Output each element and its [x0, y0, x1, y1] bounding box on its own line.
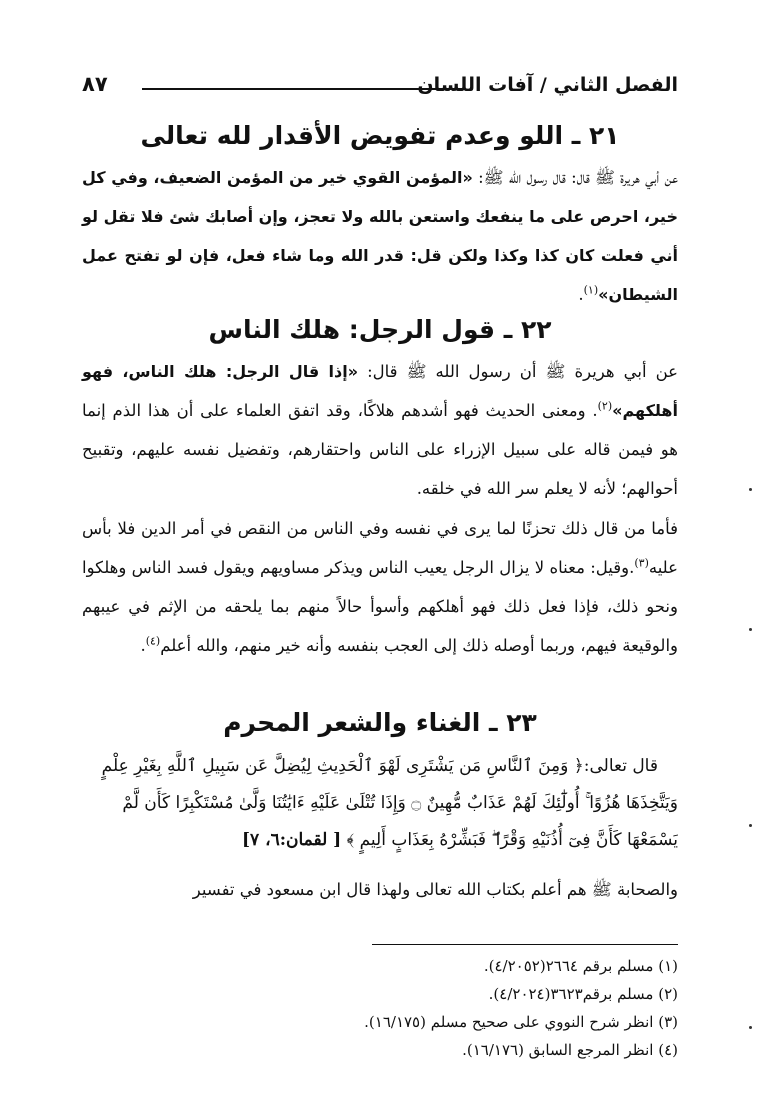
margin-mark	[749, 488, 752, 491]
hadith-quote: «المؤمن القوي خير من المؤمن الضعيف، وفي كل خير، احرص على ما ينفعك واستعن بالله ولا تعجز، وإن أصابك شئ فلا تقل لو أني فعلت كان كذا وكذا ولكن قل: قدر الله وما شاء فعل، فإن لو تفتح عمل الشيطان»	[82, 168, 678, 304]
hadith-intro: عن أبي هريرة ﷺ قال: قال رسول الله ﷺ:	[472, 168, 678, 187]
footnotes	[300, 952, 678, 1064]
section-21-paragraph	[82, 158, 678, 314]
footnote-ref-2: (٢)	[597, 399, 613, 413]
footnote-ref-1: (١)	[583, 283, 599, 297]
paragraph-text: . ومعنى الحديث فهو أشدهم هلاكًا، وقد اتفق العلماء على أن هذا الذم إنما هو فيمن قاله على سبيل الإزراء على الناس واحتقارهم، وتفضيل نفسه عليهم، وتقبيح أحوالهم؛ لأنه لا يعلم سر الله في خلقه.	[82, 401, 678, 498]
section-21-heading: ٢١ ـ اللو وعدم تفويض الأقدار لله تعالى	[140, 121, 620, 150]
margin-mark	[749, 824, 752, 827]
page-header	[82, 68, 678, 108]
footnote-ref-4: (٤)	[145, 634, 161, 648]
footnote-ref-3: (٣)	[634, 556, 649, 570]
sentence-end: .	[578, 285, 584, 304]
section-22-paragraph-2	[82, 509, 678, 665]
hadith-intro: عن أبي هريرة ﷺ أن رسول الله ﷺ قال:	[358, 362, 678, 381]
footnote-2: (٢) مسلم برقم٣٦٢٣(٤/٢٠٢٤).	[488, 985, 678, 1003]
hadith-quote: «إذا قال الرجل: هلك الناس، فهو أهلكهم»	[82, 362, 678, 420]
verse-line-3-text: يَسْمَعْهَا كَأَنَّ فِىٓ أُذُنَيْهِ وَقْرًا ۖ فَبَشِّرْهُ بِعَذَابٍ أَلِيمٍ ﴾	[346, 830, 678, 850]
section-22-paragraph-1	[82, 352, 678, 508]
quran-verse	[82, 748, 678, 859]
verse-line-2: وَيَتَّخِذَهَا هُزُوًا ۚ أُولَٰٓئِكَ لَهُمْ عَذَابٌ مُّهِينٌ ۝ وَإِذَا تُتْلَىٰ عَلَيْهِ ءَايَٰتُنَا وَلَّىٰ مُسْتَكْبِرًا كَأَن لَّمْ	[122, 793, 678, 813]
verse-reference: [ لقمان:٦، ٧]	[241, 830, 342, 850]
footnote-4: (٤) انظر المرجع السابق (١٦/١٧٦).	[462, 1041, 678, 1059]
page-number: ٨٧	[82, 72, 108, 96]
header-rule	[142, 88, 464, 90]
footnote-1: (١) مسلم برقم ٢٦٦٤(٤/٢٠٥٢).	[483, 957, 678, 975]
footnote-separator	[372, 944, 678, 945]
section-23-closing: والصحابة ﷺ هم أعلم بكتاب الله تعالى ولهذا قال ابن مسعود في تفسير	[192, 880, 678, 899]
paragraph-text: فأما من قال ذلك تحزنًا لما يرى في نفسه وفي الناس من النقص في أمر الدين فلا بأس عليه	[82, 519, 678, 577]
sentence-end: .	[140, 636, 146, 655]
verse-line-1: قال تعالى:﴿ وَمِنَ ٱلنَّاسِ مَن يَشْتَرِى لَهْوَ ٱلْحَدِيثِ لِيُضِلَّ عَن سَبِيلِ ٱللَّهِ بِغَيْرِ عِلْمٍ	[101, 756, 658, 776]
margin-mark	[749, 1026, 752, 1029]
verse-line-3	[82, 822, 678, 859]
paragraph-text-continued: .وقيل: معناه لا يزال الرجل يعيب الناس ويذكر مساويهم ويقول فسد الناس وهلكوا ونحو ذلك، فإذا فعل ذلك فهو أهلكهم وأسوأ حالاً منهم بما يلحقه من الإثم في عيبهم والوقيعة فيهم، وربما أوصله ذلك إلى العجب بنفسه وأنه خير منهم، والله أعلم	[82, 558, 678, 655]
section-22-heading: ٢٢ ـ قول الرجل: هلك الناس	[208, 315, 552, 344]
section-23-heading: ٢٣ ـ الغناء والشعر المحرم	[223, 708, 537, 737]
footnote-3: (٣) انظر شرح النووي على صحيح مسلم (١٦/١٧٥).	[364, 1013, 678, 1031]
margin-mark	[749, 628, 752, 631]
running-title: الفصل الثاني / آفات اللسان	[417, 74, 678, 96]
